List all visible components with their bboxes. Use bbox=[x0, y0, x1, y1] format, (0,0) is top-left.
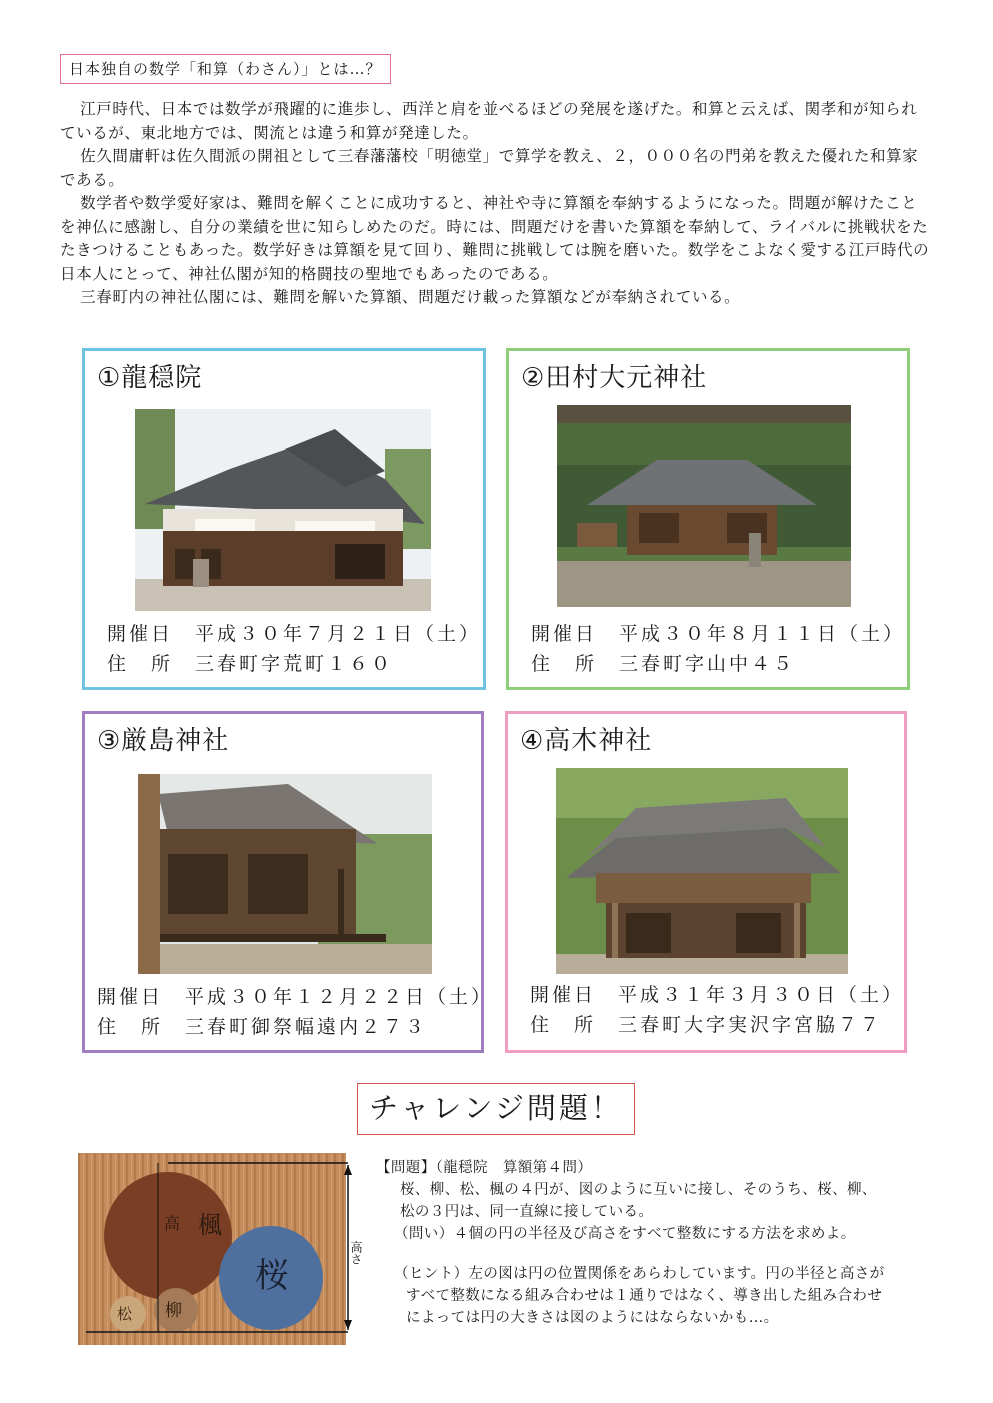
site-info bbox=[530, 980, 904, 1040]
site-info bbox=[531, 619, 905, 679]
site-card-takagi bbox=[505, 711, 907, 1053]
site-info bbox=[97, 982, 493, 1042]
hint-line: （ヒント）左の図は円の位置関係をあらわしています。円の半径と高さが bbox=[394, 1266, 885, 1282]
intro-paragraph: 三春町内の神社仏閣には、難問を解いた算額、問題だけ載った算額などが奉納されている。 bbox=[80, 288, 741, 306]
date-label: 開催日 bbox=[97, 986, 164, 1008]
address-label: 住 所 bbox=[530, 1014, 597, 1036]
problem-line: 桜、柳、松、楓の４円が、図のように互いに接し、そのうち、桜、柳、 bbox=[400, 1182, 877, 1198]
shrine-photo bbox=[138, 774, 432, 974]
temple-photo bbox=[135, 409, 431, 611]
intro-heading: 日本独自の数学「和算（わさん）」とは…？ bbox=[60, 54, 391, 84]
address-value: 三春町大字実沢字宮脇７７ bbox=[618, 1014, 883, 1036]
date-value: 平成３０年１２月２２日（土） bbox=[185, 986, 494, 1008]
challenge-title: チャレンジ問題！ bbox=[357, 1083, 635, 1135]
question: （問い）４個の円の半径及び高さをすべて整数にする方法を求めよ。 bbox=[394, 1226, 856, 1242]
address-label: 住 所 bbox=[107, 653, 174, 675]
hint-line: によっては円の大きさは図のようにはならないかも…。 bbox=[406, 1310, 779, 1326]
address-value: 三春町字山中４５ bbox=[619, 653, 796, 675]
problem-text bbox=[376, 1157, 946, 1329]
date-label: 開催日 bbox=[107, 623, 174, 645]
site-card-tamura-omoto bbox=[506, 348, 910, 690]
shrine-photo bbox=[557, 405, 851, 607]
hint-line: すべて整数になる組み合わせは１通りではなく、導き出した組み合わせ bbox=[406, 1288, 883, 1304]
sakura-label: 桜 bbox=[255, 1256, 289, 1296]
site-card-ryuonin bbox=[82, 348, 486, 690]
sangaku-diagram bbox=[78, 1153, 363, 1345]
site-card-itsukushima bbox=[82, 711, 494, 1053]
intro-paragraph: 数学者や数学愛好家は、難問を解くことに成功すると、神社や寺に算額を奉納するようになった。問題が解けたことを神仏に感謝し、自分の業績を世に知らしめたのだ。時には、問題だけを書いた算額を奉納して、ライバルに挑戦状をたたきつけることもあった。数学好きは算額を見て回り、難問に挑戦しては腕を磨いた。数学をこよなく愛する江戸時代の日本人にとって、神社仏閣が知的格闘技の聖地でもあったのである。 bbox=[60, 194, 930, 283]
height-label: 高さ bbox=[349, 1241, 363, 1265]
problem-line: 松の３円は、同一直線に接している。 bbox=[400, 1204, 654, 1220]
address-label: 住 所 bbox=[97, 1016, 164, 1038]
date-value: 平成３０年７月２１日（土） bbox=[195, 623, 482, 645]
shrine-photo bbox=[556, 768, 848, 974]
kaede-small-label: 高 bbox=[164, 1214, 181, 1233]
yanagi-label: 柳 bbox=[165, 1301, 182, 1321]
address-value: 三春町字荒町１６０ bbox=[195, 653, 394, 675]
address-label: 住 所 bbox=[531, 653, 598, 675]
intro-paragraph: 佐久間庸軒は佐久間派の開祖として三春藩藩校「明徳堂」で算学を教え、２，０００名の門弟を教えた優れた和算家である。 bbox=[60, 147, 919, 189]
intro-paragraph: 江戸時代、日本では数学が飛躍的に進歩し、西洋と肩を並べるほどの発展を遂げた。和算と云えば、関孝和が知られているが、東北地方では、関流とは違う和算が発達した。 bbox=[60, 100, 918, 142]
site-title: ③厳島神社 bbox=[97, 726, 230, 756]
site-info bbox=[107, 619, 481, 679]
date-value: 平成３０年８月１１日（土） bbox=[619, 623, 906, 645]
site-title: ②田村大元神社 bbox=[521, 363, 708, 393]
date-value: 平成３１年３月３０日（土） bbox=[618, 984, 905, 1006]
problem-head: 【問題】（龍穏院 算額第４問） bbox=[376, 1160, 593, 1176]
site-title: ④高木神社 bbox=[520, 726, 653, 756]
matsu-label: 松 bbox=[117, 1305, 133, 1323]
date-label: 開催日 bbox=[530, 984, 597, 1006]
intro-text bbox=[60, 98, 932, 310]
date-label: 開催日 bbox=[531, 623, 598, 645]
kaede-label: 楓 bbox=[198, 1211, 222, 1239]
site-title: ①龍穏院 bbox=[97, 363, 203, 393]
address-value: 三春町御祭幅遠内２７３ bbox=[185, 1016, 428, 1038]
